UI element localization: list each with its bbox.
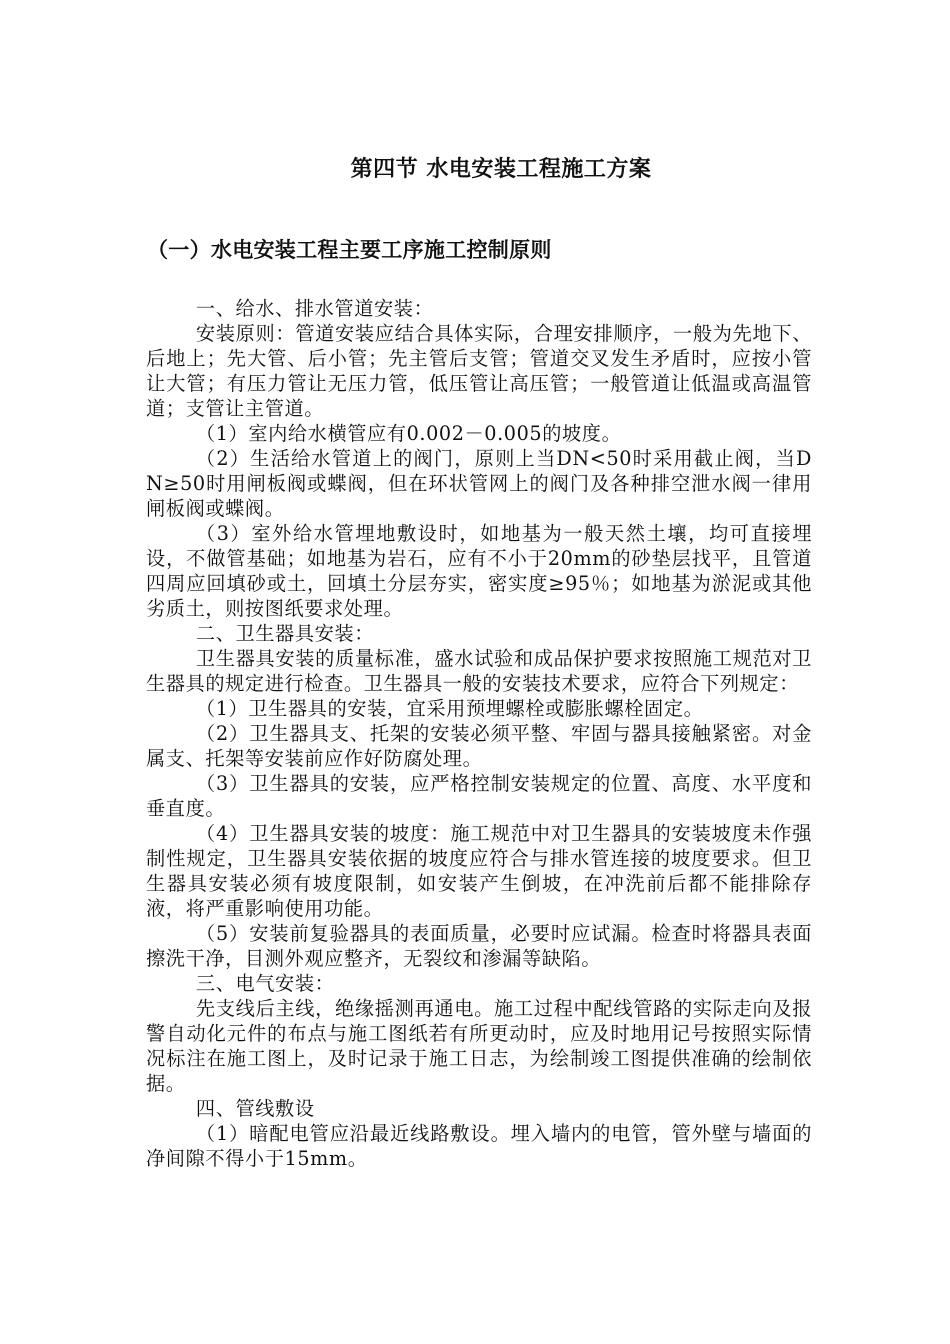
- heading-pipeline-laying: 四、管线敷设: [195, 1097, 315, 1120]
- subsection-title: （一）水电安装工程主要工序施工控制原则: [147, 238, 552, 262]
- paragraph-sanitary-item-4: （4）卫生器具安装的坡度：施工规范中对卫生器具的安装坡度未作强制性规定，卫生器具安装依据的坡度应符合与排水管连接的坡度要求。但卫生器具安装必须有坡度限制，如安装产生倒坡，在冲洗前后都不能排除存液，将严重影响使用功能。: [146, 822, 812, 920]
- paragraph-sanitary-intro: 卫生器具安装的质量标准，盛水试验和成品保护要求按照施工规范对卫生器具的规定进行检查。卫生器具一般的安装技术要求，应符合下列规定：: [146, 647, 812, 695]
- paragraph-item-2-valves: （2）生活给水管道上的阀门，原则上当DN<50时采用截止阀，当DN≥50时用闸板阀或蝶阀，但在环状管网上的阀门及各种排空泄水阀一律用闸板阀或蝶阀。: [146, 447, 812, 520]
- section-title: 第四节 水电安装工程施工方案: [350, 157, 652, 182]
- paragraph-pipeline-item-1: （1）暗配电管应沿最近线路敷设。埋入墙内的电管，管外壁与墙面的净间隙不得小于15mm。: [146, 1122, 812, 1170]
- paragraph-sanitary-item-2: （2）卫生器具支、托架的安装必须平整、牢固与器具接触紧密。对金属支、托架等安装前应作好防腐处理。: [146, 722, 812, 770]
- heading-electrical: 三、电气安装：: [195, 972, 335, 995]
- body-text: [146, 296, 812, 1171]
- paragraph-item-1-slope: （1）室内给水横管应有0.002－0.005的坡度。: [195, 422, 622, 445]
- paragraph-sanitary-item-5: （5）安装前复验器具的表面质量，必要时应试漏。检查时将器具表面擦洗干净，目测外观应整齐，无裂纹和渗漏等缺陷。: [146, 922, 812, 970]
- paragraph-sanitary-item-3: （3）卫生器具的安装，应严格控制安装规定的位置、高度、水平度和垂直度。: [146, 772, 812, 820]
- paragraph-item-3-outdoor-pipe: （3）室外给水管埋地敷设时，如地基为一般天然土壤，均可直接埋设，不做管基础；如地基为岩石，应有不小于20mm的砂垫层找平，且管道四周应回填砂或土，回填土分层夯实，密实度≥95％；如地基为淤泥或其他劣质土，则按图纸要求处理。: [146, 522, 812, 620]
- paragraph-sanitary-item-1: （1）卫生器具的安装，宜采用预埋螺栓或膨胀螺栓固定。: [195, 697, 704, 720]
- paragraph-installation-principle: 安装原则：管道安装应结合具体实际，合理安排顺序，一般为先地下、后地上；先大管、后小管；先主管后支管；管道交叉发生矛盾时，应按小管让大管；有压力管让无压力管，低压管让高压管；一般管道让低温或高温管道；支管让主管道。: [146, 322, 812, 420]
- paragraph-electrical: 先支线后主线，绝缘摇测再通电。施工过程中配线管路的实际走向及报警自动化元件的布点与施工图纸若有所更动时，应及时地用记号按照实际情况标注在施工图上，及时记录于施工日志，为绘制竣工图提供准确的绘制依据。: [146, 997, 812, 1095]
- heading-sanitary-fixtures: 二、卫生器具安装：: [195, 622, 374, 645]
- heading-water-drainage: 一、给水、排水管道安装：: [195, 297, 434, 320]
